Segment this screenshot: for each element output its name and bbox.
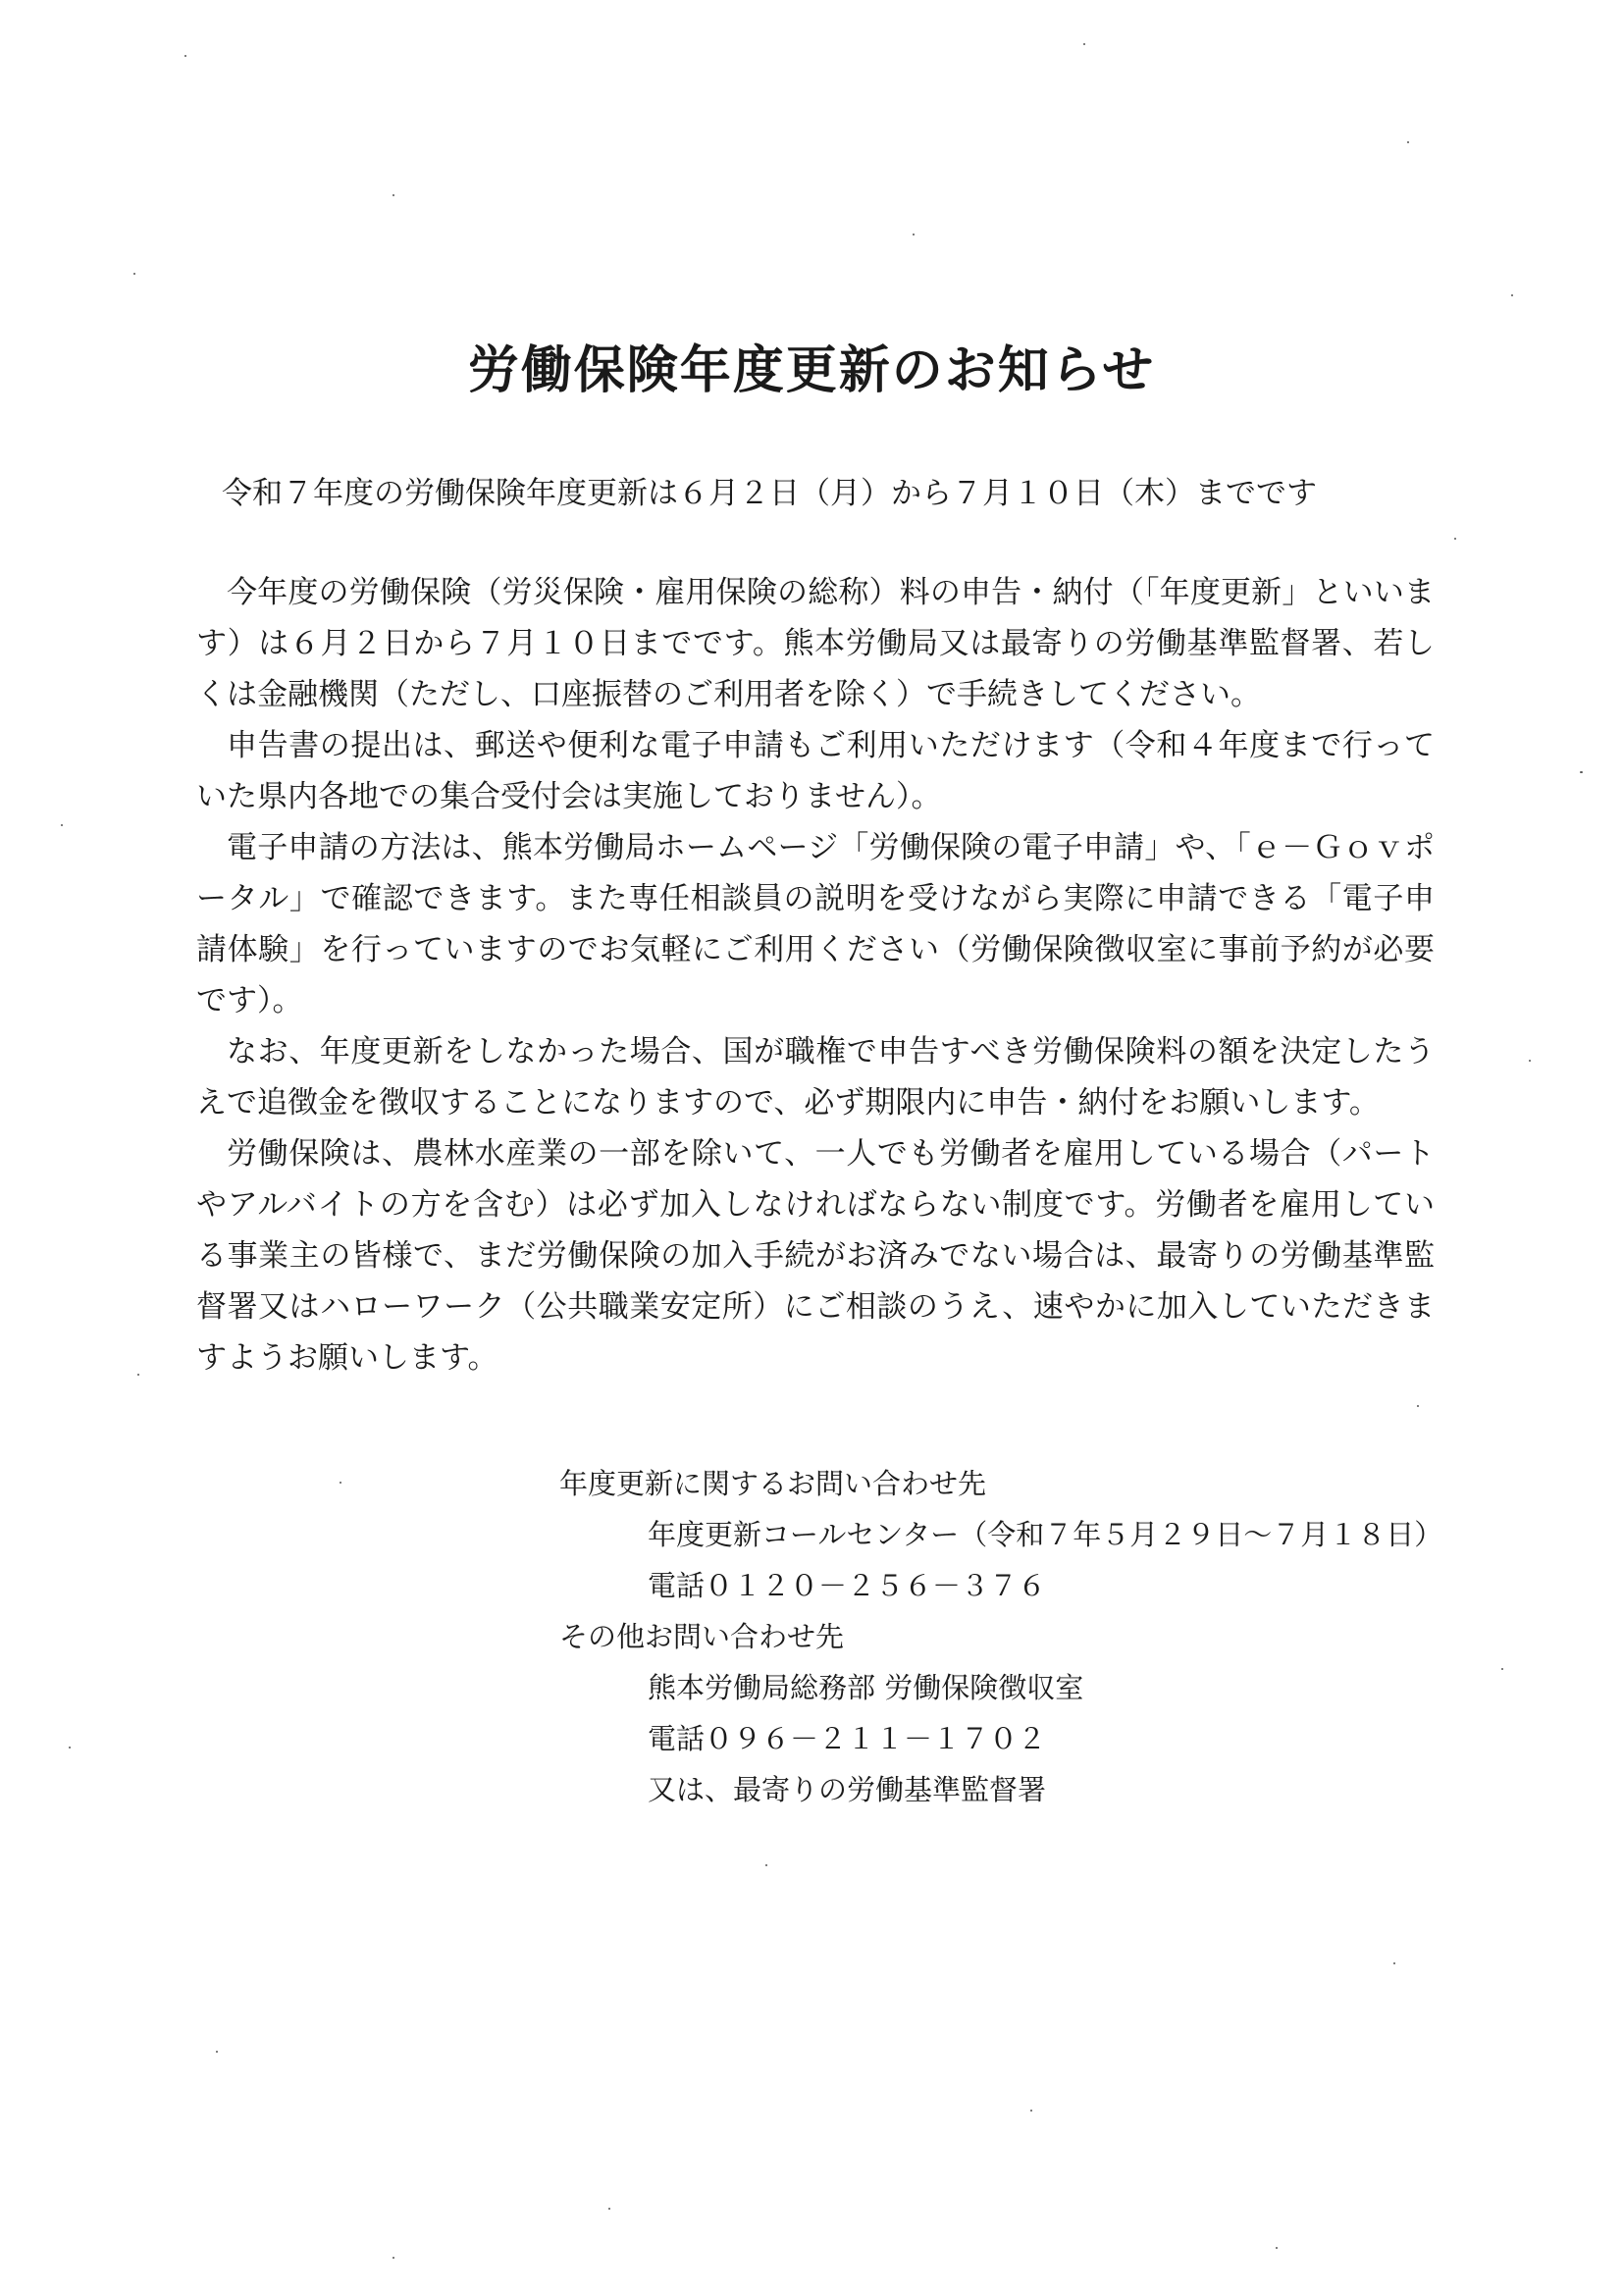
scan-speck bbox=[1529, 1060, 1531, 1062]
scan-speck bbox=[1083, 43, 1085, 45]
scan-speck bbox=[340, 1482, 341, 1484]
scan-speck bbox=[765, 1864, 767, 1866]
paragraph-electronic-filing: 電子申請の方法は、熊本労働局ホームページ「労働保険の電子申請」や、「ｅ－Ｇｏｖポータル」で確認できます。また専任相談員の説明を受けながら実際に申請できる「電子申請体験」を行っていますのでお気軽にご利用ください（労働保険徴収室に事前予約が必要です）。 bbox=[196, 830, 1436, 1018]
scan-speck bbox=[913, 234, 915, 235]
paragraph-penalty-notice: なお、年度更新をしなかった場合、国が職権で申告すべき労働保険料の額を決定したうえで追徴金を徴収することになりますので、必ず期限内に申告・納付をお願いします。 bbox=[196, 1034, 1435, 1121]
update-period-summary: 令和７年度の労働保険年度更新は６月２日（月）から７月１０日（木）までです bbox=[222, 476, 1317, 511]
labour-bureau-office: 熊本労働局総務部 労働保険徴収室 bbox=[648, 1671, 1084, 1704]
scan-speck bbox=[1454, 538, 1456, 540]
scan-speck bbox=[393, 2257, 394, 2259]
scan-speck bbox=[1417, 1405, 1419, 1407]
contact-heading-other: その他お問い合わせ先 bbox=[559, 1620, 845, 1653]
paragraph-submission-methods: 申告書の提出は、郵送や便利な電子申請もご利用いただけます（令和４年度まで行っていた県内各地での集合受付会は実施しておりません）。 bbox=[196, 728, 1435, 814]
scan-speck bbox=[1511, 294, 1513, 296]
paragraph-filing-period: 今年度の労働保険（労災保険・雇用保険の総称）料の申告・納付（「年度更新」といいます）は６月２日から７月１０日までです。熊本労働局又は最寄りの労働基準監督署、若しくは金融機関（ただし、口座振替のご利用者を除く）で手続きしてください。 bbox=[196, 575, 1436, 712]
scan-speck bbox=[137, 1374, 139, 1376]
scan-speck bbox=[61, 824, 63, 826]
scan-speck bbox=[1276, 2247, 1278, 2249]
scan-speck bbox=[1393, 1962, 1395, 1964]
paragraph-enrollment-obligation: 労働保険は、農林水産業の一部を除いて、一人でも労働者を雇用している場合（パートやアルバイトの方を含む）は必ず加入しなければならない制度です。労働者を雇用している事業主の皆様で、まだ労働保険の加入手続がお済みでない場合は、最寄りの労働基準監督署又はハローワーク（公共職業安定所）にご相談のうえ、速やかに加入していただきますようお願いします。 bbox=[196, 1136, 1435, 1376]
call-center-phone: 電話０１２０－２５６－３７６ bbox=[648, 1569, 1047, 1602]
scan-speck bbox=[1407, 141, 1409, 143]
scan-speck bbox=[69, 1747, 71, 1748]
contact-block bbox=[559, 1458, 1442, 1815]
scan-speck bbox=[133, 273, 135, 275]
scan-speck bbox=[1501, 1668, 1503, 1670]
scan-speck bbox=[393, 194, 394, 196]
scan-speck bbox=[1580, 771, 1583, 773]
call-center-info: 年度更新コールセンター（令和７年５月２９日～７月１８日） bbox=[648, 1518, 1443, 1551]
scan-speck bbox=[608, 2208, 610, 2210]
contact-heading-annual-update: 年度更新に関するお問い合わせ先 bbox=[559, 1467, 987, 1500]
body-text bbox=[196, 567, 1435, 1383]
labour-bureau-phone: 電話０９６－２１１－１７０２ bbox=[648, 1722, 1047, 1755]
scan-speck bbox=[1030, 2110, 1032, 2112]
document-title: 労働保険年度更新のお知らせ bbox=[467, 341, 1156, 400]
scan-speck bbox=[184, 55, 186, 57]
scan-speck bbox=[216, 2051, 218, 2053]
nearest-inspection-office: 又は、最寄りの労働基準監督署 bbox=[648, 1773, 1047, 1806]
